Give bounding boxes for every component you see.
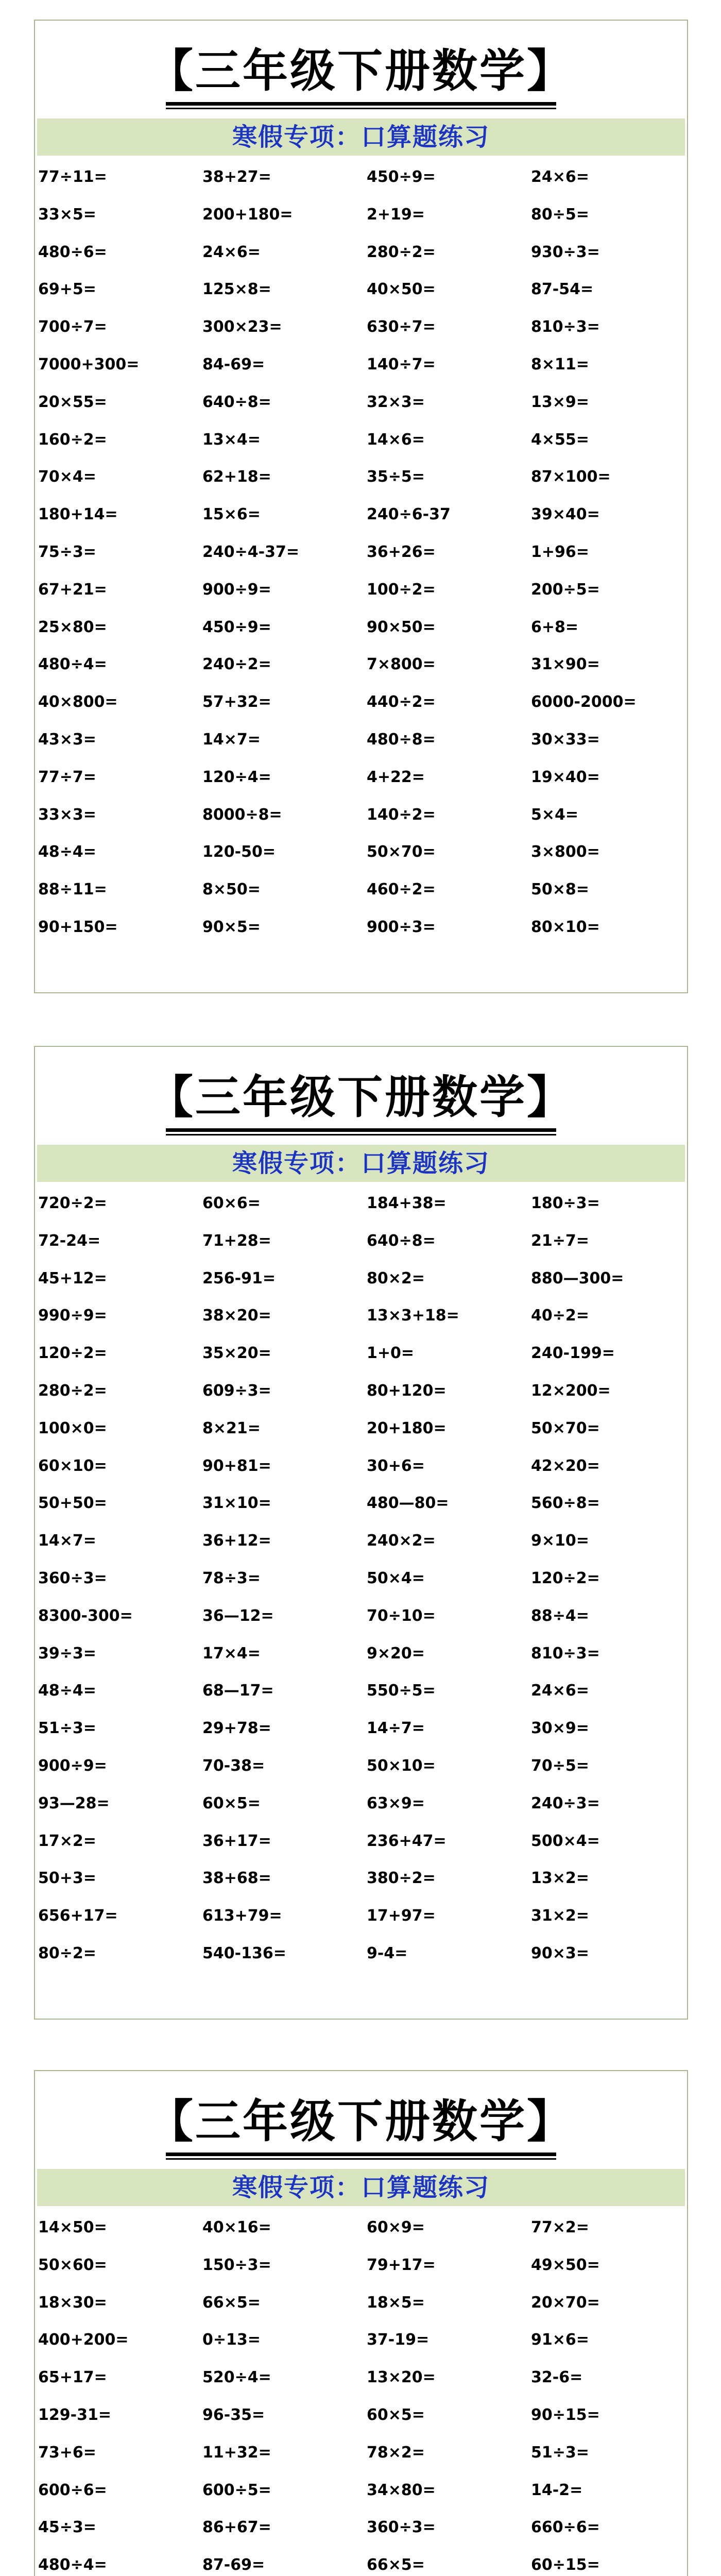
problem-item: 930÷3=: [531, 243, 600, 261]
problem-item: 640÷8=: [202, 393, 271, 411]
problem-item: 8300-300=: [38, 1606, 133, 1625]
worksheet-subtitle: 寒假专项：口算题练习: [37, 2169, 685, 2206]
problem-item: 600÷6=: [38, 2481, 107, 2499]
problem-item: 57+32=: [202, 693, 271, 711]
problem-item: 25×80=: [38, 618, 107, 636]
problem-item: 240×2=: [367, 1532, 436, 1550]
problem-item: 39×40=: [531, 505, 600, 524]
problem-item: 200+180=: [202, 205, 293, 224]
problem-item: 78×2=: [367, 2443, 425, 2462]
problem-item: 91×6=: [531, 2331, 589, 2349]
problem-item: 33×5=: [38, 205, 96, 224]
problem-item: 35×20=: [202, 1344, 271, 1363]
problem-item: 69+5=: [38, 280, 96, 299]
problem-item: 50×60=: [38, 2256, 107, 2274]
problem-item: 20+180=: [367, 1419, 447, 1437]
problem-item: 65+17=: [38, 2368, 107, 2387]
problem-item: 24×6=: [531, 168, 589, 186]
problem-item: 300×23=: [202, 318, 282, 336]
problem-item: 70-38=: [202, 1756, 265, 1775]
problem-item: 36+26=: [367, 543, 436, 561]
problem-item: 240÷3=: [531, 1794, 600, 1812]
problem-item: 80×10=: [531, 918, 600, 936]
problem-item: 8000÷8=: [202, 805, 282, 824]
problem-item: 38+68=: [202, 1869, 271, 1888]
problem-item: 31×90=: [531, 655, 600, 674]
problem-item: 32×3=: [367, 393, 425, 411]
problem-item: 140÷7=: [367, 355, 436, 374]
title-wrap: [35, 2093, 687, 2149]
problem-item: 240÷6-37: [367, 505, 451, 524]
problem-item: 60×10=: [38, 1456, 107, 1475]
problem-item: 720÷2=: [38, 1194, 107, 1212]
problem-item: 50×70=: [531, 1419, 600, 1437]
problem-item: 93—28=: [38, 1794, 110, 1812]
problem-item: 4×55=: [531, 430, 589, 449]
problem-item: 240÷4-37=: [202, 543, 299, 561]
problem-item: 13×20=: [367, 2368, 436, 2387]
problem-item: 8×50=: [202, 880, 261, 899]
problem-item: 18×5=: [367, 2293, 425, 2312]
problem-item: 14×7=: [202, 730, 261, 749]
problem-item: 990÷9=: [38, 1307, 107, 1325]
problem-item: 60×9=: [367, 2218, 425, 2236]
problem-item: 13×2=: [531, 1869, 589, 1888]
problem-item: 14÷7=: [367, 1719, 425, 1738]
problem-item: 609÷3=: [202, 1381, 271, 1400]
problem-item: 80÷2=: [38, 1944, 96, 1962]
problem-item: 50×8=: [531, 880, 589, 899]
problem-item: 3×800=: [531, 843, 600, 861]
problem-item: 17+97=: [367, 1907, 436, 1925]
problem-item: 14×6=: [367, 430, 425, 449]
problem-item: 150÷3=: [202, 2256, 271, 2274]
problem-item: 280÷2=: [367, 243, 436, 261]
problem-item: 15×6=: [202, 505, 261, 524]
problem-item: 100×0=: [38, 1419, 107, 1437]
problem-item: 7×800=: [367, 655, 436, 674]
problem-item: 880—300=: [531, 1269, 624, 1287]
title-underline: [166, 102, 556, 106]
problem-item: 48÷4=: [38, 1682, 96, 1700]
problem-item: 77×2=: [531, 2218, 589, 2236]
problem-item: 24×6=: [202, 243, 261, 261]
problem-item: 120÷2=: [531, 1569, 600, 1587]
problem-item: 24×6=: [531, 1682, 589, 1700]
problem-item: 600÷5=: [202, 2481, 271, 2499]
problem-item: 900÷3=: [367, 918, 436, 936]
problem-item: 45+12=: [38, 1269, 107, 1287]
problem-item: 480—80=: [367, 1494, 449, 1513]
problem-item: 613+79=: [202, 1907, 282, 1925]
problem-item: 39÷3=: [38, 1644, 96, 1663]
problem-item: 120÷2=: [38, 1344, 107, 1363]
problem-item: 71+28=: [202, 1231, 271, 1250]
problem-item: 30×33=: [531, 730, 600, 749]
problem-item: 38+27=: [202, 168, 271, 186]
problem-item: 460÷2=: [367, 880, 436, 899]
problem-item: 20×70=: [531, 2293, 600, 2312]
problem-item: 540-136=: [202, 1944, 286, 1962]
problem-item: 66×5=: [202, 2293, 261, 2312]
problem-item: 84-69=: [202, 355, 265, 374]
problem-item: 45÷3=: [38, 2518, 96, 2537]
problem-item: 1+0=: [367, 1344, 415, 1363]
problem-item: 480÷4=: [38, 2556, 107, 2574]
problem-item: 2+19=: [367, 205, 425, 224]
problem-item: 480÷8=: [367, 730, 436, 749]
worksheet-page-3: [34, 2070, 688, 2576]
problem-item: 50+3=: [38, 1869, 96, 1888]
problem-item: 656+17=: [38, 1907, 118, 1925]
problem-item: 90×3=: [531, 1944, 589, 1962]
worksheet-subtitle: 寒假专项：口算题练习: [37, 118, 685, 156]
problem-item: 480÷4=: [38, 655, 107, 674]
worksheet-page-2: [34, 1046, 688, 2020]
problem-item: 77÷11=: [38, 168, 107, 186]
problem-item: 36+17=: [202, 1832, 271, 1850]
problem-item: 520÷4=: [202, 2368, 271, 2387]
problem-item: 88÷4=: [531, 1606, 589, 1625]
problem-item: 38×20=: [202, 1307, 271, 1325]
problem-item: 6000-2000=: [531, 693, 637, 711]
problem-item: 60÷15=: [531, 2556, 600, 2574]
problem-item: 8×11=: [531, 355, 589, 374]
problem-item: 12×200=: [531, 1381, 611, 1400]
problem-item: 60×5=: [367, 2405, 425, 2424]
problem-item: 0÷13=: [202, 2331, 261, 2349]
problem-grid: [37, 1185, 685, 1973]
problem-item: 14×7=: [38, 1532, 96, 1550]
problem-item: 75÷3=: [38, 543, 96, 561]
problem-item: 11+32=: [202, 2443, 271, 2462]
title-underline: [166, 2153, 556, 2156]
problem-item: 66×5=: [367, 2556, 425, 2574]
problem-item: 125×8=: [202, 280, 271, 299]
problem-item: 60×6=: [202, 1194, 261, 1212]
problem-item: 21÷7=: [531, 1231, 589, 1250]
problem-item: 30+6=: [367, 1456, 425, 1475]
problem-item: 560÷8=: [531, 1494, 600, 1513]
problem-item: 700÷7=: [38, 318, 107, 336]
problem-item: 40×800=: [38, 693, 118, 711]
worksheet-subtitle: 寒假专项：口算题练习: [37, 1145, 685, 1182]
problem-item: 13×4=: [202, 430, 261, 449]
worksheet-page-1: [34, 20, 688, 993]
problem-item: 29+78=: [202, 1719, 271, 1738]
problem-item: 50×10=: [367, 1756, 436, 1775]
problem-item: 17×2=: [38, 1832, 96, 1850]
problem-item: 140÷2=: [367, 805, 436, 824]
problem-item: 80÷5=: [531, 205, 589, 224]
problem-item: 129-31=: [38, 2405, 111, 2424]
title-underline-thin: [166, 2158, 556, 2160]
problem-item: 256-91=: [202, 1269, 276, 1287]
problem-item: 200÷5=: [531, 580, 600, 599]
problem-item: 4+22=: [367, 768, 425, 786]
problem-item: 480÷6=: [38, 243, 107, 261]
problem-item: 9×20=: [367, 1644, 425, 1663]
problem-item: 20×55=: [38, 393, 107, 411]
problem-item: 900÷9=: [38, 1756, 107, 1775]
problem-item: 50+50=: [38, 1494, 107, 1513]
title-wrap: [35, 1069, 687, 1125]
problem-item: 90÷15=: [531, 2405, 600, 2424]
problem-item: 60×5=: [202, 1794, 261, 1812]
problem-item: 400+200=: [38, 2331, 129, 2349]
problem-item: 90+150=: [38, 918, 118, 936]
problem-item: 70×4=: [38, 468, 96, 486]
problem-item: 86+67=: [202, 2518, 271, 2537]
problem-item: 50×70=: [367, 843, 436, 861]
problem-item: 77÷7=: [38, 768, 96, 786]
problem-item: 160÷2=: [38, 430, 107, 449]
problem-item: 660÷6=: [531, 2518, 600, 2537]
title-underline: [166, 1128, 556, 1132]
problem-item: 900÷9=: [202, 580, 271, 599]
problem-item: 810÷3=: [531, 318, 600, 336]
problem-item: 6+8=: [531, 618, 579, 636]
problem-item: 90×5=: [202, 918, 261, 936]
problem-item: 36—12=: [202, 1606, 274, 1625]
problem-item: 30×9=: [531, 1719, 589, 1738]
problem-item: 17×4=: [202, 1644, 261, 1663]
problem-item: 120÷4=: [202, 768, 271, 786]
problem-item: 450÷9=: [367, 168, 436, 186]
problem-item: 240÷2=: [202, 655, 271, 674]
problem-item: 79+17=: [367, 2256, 436, 2274]
problem-item: 13×9=: [531, 393, 589, 411]
worksheet-title: 【三年级下册数学】: [147, 44, 574, 97]
worksheet-title: 【三年级下册数学】: [147, 2094, 574, 2148]
problem-item: 42×20=: [531, 1456, 600, 1475]
problem-item: 72-24=: [38, 1231, 101, 1250]
problem-item: 68—17=: [202, 1682, 274, 1700]
problem-item: 34×80=: [367, 2481, 436, 2499]
problem-item: 88÷11=: [38, 880, 107, 899]
problem-item: 810÷3=: [531, 1644, 600, 1663]
problem-item: 37-19=: [367, 2331, 430, 2349]
problem-item: 380÷2=: [367, 1869, 436, 1888]
problem-item: 36+12=: [202, 1532, 271, 1550]
problem-item: 9-4=: [367, 1944, 408, 1962]
problem-item: 80+120=: [367, 1381, 447, 1400]
problem-item: 14×50=: [38, 2218, 107, 2236]
problem-item: 67+21=: [38, 580, 107, 599]
problem-item: 87-69=: [202, 2556, 265, 2574]
worksheet-title: 【三年级下册数学】: [147, 1070, 574, 1124]
problem-item: 63×9=: [367, 1794, 425, 1812]
problem-item: 9×10=: [531, 1532, 589, 1550]
title-underline-thin: [166, 108, 556, 109]
problem-item: 40×16=: [202, 2218, 271, 2236]
problem-item: 240-199=: [531, 1344, 615, 1363]
problem-item: 236+47=: [367, 1832, 447, 1850]
problem-item: 280÷2=: [38, 1381, 107, 1400]
problem-item: 7000+300=: [38, 355, 140, 374]
problem-item: 40÷2=: [531, 1307, 589, 1325]
problem-item: 14-2=: [531, 2481, 583, 2499]
problem-item: 180÷3=: [531, 1194, 600, 1212]
problem-item: 80×2=: [367, 1269, 425, 1287]
problem-item: 360÷3=: [38, 1569, 107, 1587]
problem-item: 87-54=: [531, 280, 594, 299]
problem-item: 360÷3=: [367, 2518, 436, 2537]
problem-item: 90×50=: [367, 618, 436, 636]
problem-item: 51÷3=: [531, 2443, 589, 2462]
problem-item: 50×4=: [367, 1569, 425, 1587]
problem-grid: [37, 159, 685, 946]
problem-grid: [37, 2209, 685, 2576]
problem-item: 33×3=: [38, 805, 96, 824]
problem-item: 70÷10=: [367, 1606, 436, 1625]
problem-item: 640÷8=: [367, 1231, 436, 1250]
problem-item: 43×3=: [38, 730, 96, 749]
problem-item: 8×21=: [202, 1419, 261, 1437]
problem-item: 18×30=: [38, 2293, 107, 2312]
problem-item: 78÷3=: [202, 1569, 261, 1587]
problem-item: 70÷5=: [531, 1756, 589, 1775]
problem-item: 73+6=: [38, 2443, 96, 2462]
problem-item: 5×4=: [531, 805, 579, 824]
problem-item: 49×50=: [531, 2256, 600, 2274]
problem-item: 13×3+18=: [367, 1307, 459, 1325]
problem-item: 180+14=: [38, 505, 118, 524]
problem-item: 500×4=: [531, 1832, 600, 1850]
problem-item: 31×10=: [202, 1494, 271, 1513]
title-wrap: [35, 42, 687, 99]
problem-item: 32-6=: [531, 2368, 583, 2387]
problem-item: 51÷3=: [38, 1719, 96, 1738]
problem-item: 90+81=: [202, 1456, 271, 1475]
problem-item: 87×100=: [531, 468, 611, 486]
problem-item: 440÷2=: [367, 693, 436, 711]
problem-item: 630÷7=: [367, 318, 436, 336]
problem-item: 184+38=: [367, 1194, 447, 1212]
problem-item: 40×50=: [367, 280, 436, 299]
problem-item: 62+18=: [202, 468, 271, 486]
problem-item: 48÷4=: [38, 843, 96, 861]
problem-item: 31×2=: [531, 1907, 589, 1925]
problem-item: 19×40=: [531, 768, 600, 786]
problem-item: 96-35=: [202, 2405, 265, 2424]
problem-item: 1+96=: [531, 543, 589, 561]
problem-item: 120-50=: [202, 843, 276, 861]
problem-item: 450÷9=: [202, 618, 271, 636]
problem-item: 550÷5=: [367, 1682, 436, 1700]
problem-item: 100÷2=: [367, 580, 436, 599]
title-underline-thin: [166, 1134, 556, 1136]
problem-item: 35÷5=: [367, 468, 425, 486]
